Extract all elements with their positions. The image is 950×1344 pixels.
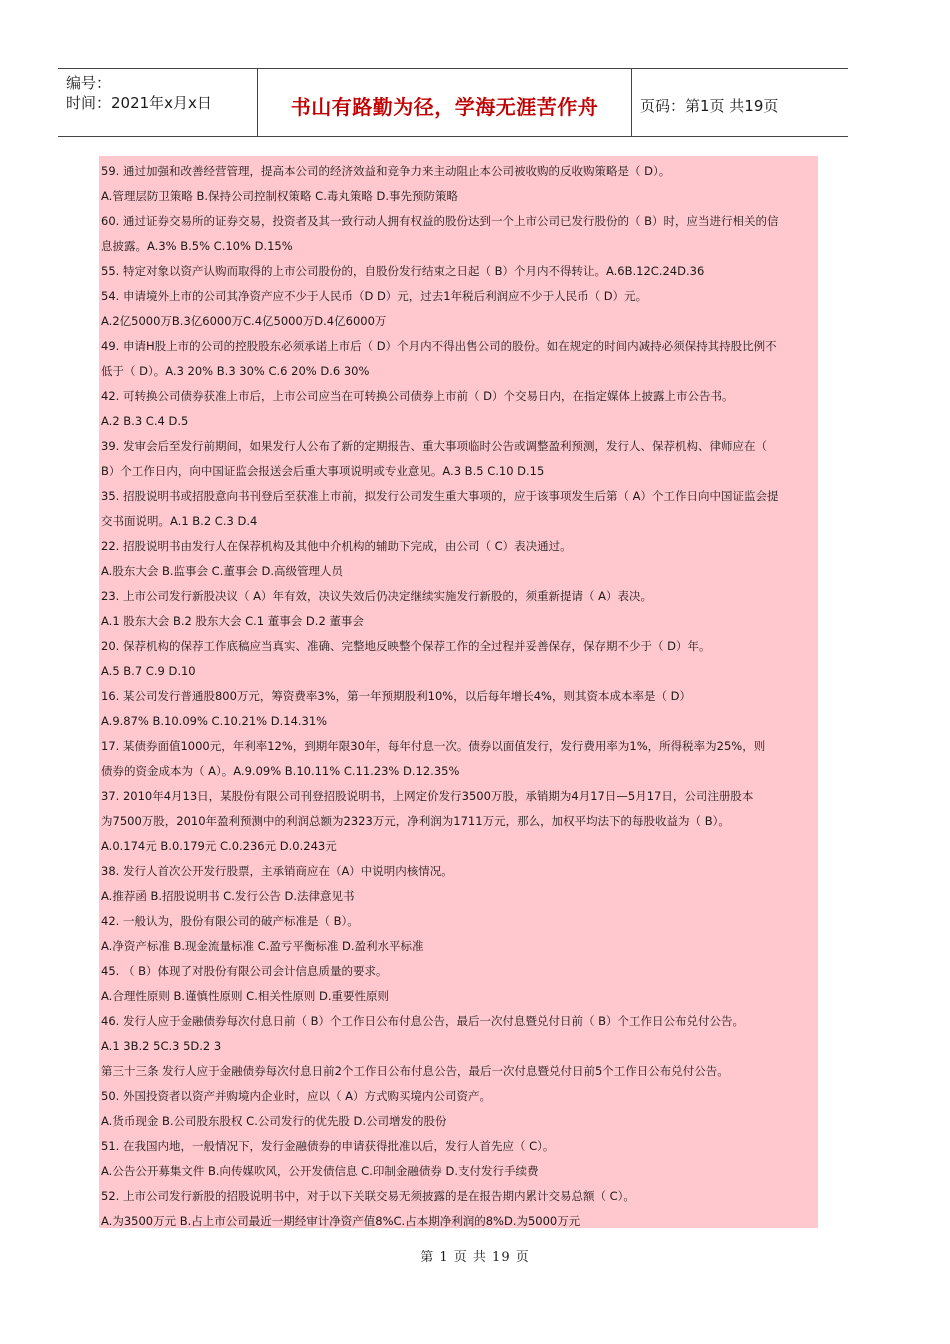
text-line: 息披露。A.3% B.5% C.10% D.15%: [101, 239, 293, 253]
text-line: A.合理性原则 B.谨慎性原则 C.相关性原则 D.重要性原则: [101, 989, 390, 1003]
text-line: 55. 特定对象以资产认购而取得的上市公司股份的，自股份发行结束之日起（ B）个月内不得转让。A.6B.12C.24D.36: [101, 264, 705, 278]
question-list: [99, 156, 818, 1228]
text-line: 23. 上市公司发行新股决议（ A）年有效，决议失效后仍决定继续实施发行新股的，须重新提请（ A）表决。: [101, 589, 652, 603]
text-line: 42. 可转换公司债券获准上市后，上市公司应当在可转换公司债券上市前（ D）个交易日内，在指定媒体上披露上市公告书。: [101, 389, 734, 403]
text-line: 交书面说明。A.1 B.2 C.3 D.4: [101, 514, 258, 528]
text-line: A.2 B.3 C.4 D.5: [101, 414, 189, 428]
document-number-label: 编号：: [66, 74, 112, 92]
text-line: A.净资产标准 B.现金流量标准 C.盈亏平衡标准 D.盈利水平标准: [101, 939, 424, 953]
text-line: 51. 在我国内地，一般情况下，发行金融债券的申请获得批准以后，发行人首先应（ C）。: [101, 1139, 555, 1153]
text-line: 16. 某公司发行普通股800万元，筹资费率3%，第一年预期股利10%，以后每年增长4%，则其资本成本率是（ D）: [101, 689, 691, 703]
header-meta: [58, 69, 258, 136]
text-line: A.推荐函 B.招股说明书 C.发行公告 D.法律意见书: [101, 889, 355, 903]
text-line: B）个工作日内，向中国证监会报送会后重大事项说明或专业意见。A.3 B.5 C.10 D.15: [101, 464, 545, 478]
page-footer: 第 1 页 共 19 页: [420, 1250, 530, 1265]
text-line: 35. 招股说明书或招股意向书刊登后至获准上市前，拟发行公司发生重大事项的，应于该事项发生后第（ A）个工作日向中国证监会提: [101, 489, 779, 503]
document-time-label: 时间：2021年x月x日: [66, 94, 212, 112]
text-line: A.为3500万元 B.占上市公司最近一期经审计净资产值8%C.占本期净利润的8%D.为5000万元: [101, 1214, 581, 1228]
text-line: 52. 上市公司发行新股的招股说明书中，对于以下关联交易无须披露的是在报告期内累计交易总额（ C）。: [101, 1189, 635, 1203]
text-line: 49. 申请H股上市的公司的控股股东必须承诺上市后（ D）个月内不得出售公司的股份。如在规定的时间内减持必须保持其持股比例不: [101, 339, 777, 353]
text-line: 低于（ D）。A.3 20% B.3 30% C.6 20% D.6 30%: [101, 364, 370, 378]
page-header: [58, 68, 848, 137]
text-line: A.2亿5000万B.3亿6000万C.4亿5000万D.4亿6000万: [101, 314, 387, 328]
text-line: 42. 一般认为，股份有限公司的破产标准是（ B）。: [101, 914, 359, 928]
text-line: A.0.174元 B.0.179元 C.0.236元 D.0.243元: [101, 839, 337, 853]
text-line: 39. 发审会后至发行前期间，如果发行人公布了新的定期报告、重大事项临时公告或调整盈利预测，发行人、保荐机构、律师应在（: [101, 439, 767, 453]
text-line: 债券的资金成本为（ A）。A.9.09% B.10.11% C.11.23% D.12.35%: [101, 764, 460, 778]
text-line: 为7500万股，2010年盈利预测中的利润总额为2323万元，净利润为1711万元，那么，加权平均法下的每股收益为（ B）。: [101, 814, 730, 828]
text-line: A.货币现金 B.公司股东股权 C.公司发行的优先股 D.公司增发的股份: [101, 1114, 447, 1128]
text-line: 54. 申请境外上市的公司其净资产应不少于人民币（D D）元，过去1年税后利润应不少于人民币（ D）元。: [101, 289, 648, 303]
text-line: A.9.87% B.10.09% C.10.21% D.14.31%: [101, 714, 328, 728]
header-motto: 书山有路勤为径，学海无涯苦作舟: [258, 69, 632, 136]
text-line: 45. （ B）体现了对股份有限公司会计信息质量的要求。: [101, 964, 388, 978]
text-line: 60. 通过证券交易所的证券交易，投资者及其一致行动人拥有权益的股份达到一个上市公司已发行股份的（ B）时，应当进行相关的信: [101, 214, 779, 228]
text-line: A.1 3B.2 5C.3 5D.2 3: [101, 1039, 222, 1053]
text-line: A.管理层防卫策略 B.保持公司控制权策略 C.毒丸策略 D.事先预防策略: [101, 189, 459, 203]
text-line: 46. 发行人应于金融债券每次付息日前（ B）个工作日公布付息公告，最后一次付息暨兑付日前（ B）个工作日公布兑付公告。: [101, 1014, 745, 1028]
text-line: 38. 发行人首次公开发行股票，主承销商应在（A）中说明内核情况。: [101, 864, 453, 878]
text-line: 22. 招股说明书由发行人在保荐机构及其他中介机构的辅助下完成，由公司（ C）表决通过。: [101, 539, 572, 553]
header-page-number: 页码：第1页 共19页: [640, 97, 779, 115]
text-line: A.公告公开募集文件 B.向传媒吹风，公开发债信息 C.印制金融债券 D.支付发行手续费: [101, 1164, 539, 1178]
text-line: 17. 某债券面值1000元，年利率12%，到期年限30年，每年付息一次。债券以面值发行，发行费用率为1%，所得税率为25%，则: [101, 739, 766, 753]
text-line: 50. 外国投资者以资产并购境内企业时，应以（ A）方式购买境内公司资产。: [101, 1089, 491, 1103]
text-line: 20. 保荐机构的保荐工作底稿应当真实、准确、完整地反映整个保荐工作的全过程并妥善保存，保存期不少于（ D）年。: [101, 639, 711, 653]
text-line: 第三十三条 发行人应于金融债券每次付息日前2个工作日公布付息公告，最后一次付息暨兑付日前5个工作日公布兑付公告。: [101, 1064, 729, 1078]
text-line: A.5 B.7 C.9 D.10: [101, 664, 196, 678]
text-line: A.1 股东大会 B.2 股东大会 C.1 董事会 D.2 董事会: [101, 614, 364, 628]
text-line: A.股东大会 B.监事会 C.董事会 D.高级管理人员: [101, 564, 344, 578]
text-line: 37. 2010年4月13日，某股份有限公司刊登招股说明书，上网定价发行3500万股，承销期为4月17日—5月17日，公司注册股本: [101, 789, 754, 803]
text-line: 59. 通过加强和改善经营管理，提高本公司的经济效益和竞争力来主动阻止本公司被收购的反收购策略是（ D）。: [101, 164, 671, 178]
